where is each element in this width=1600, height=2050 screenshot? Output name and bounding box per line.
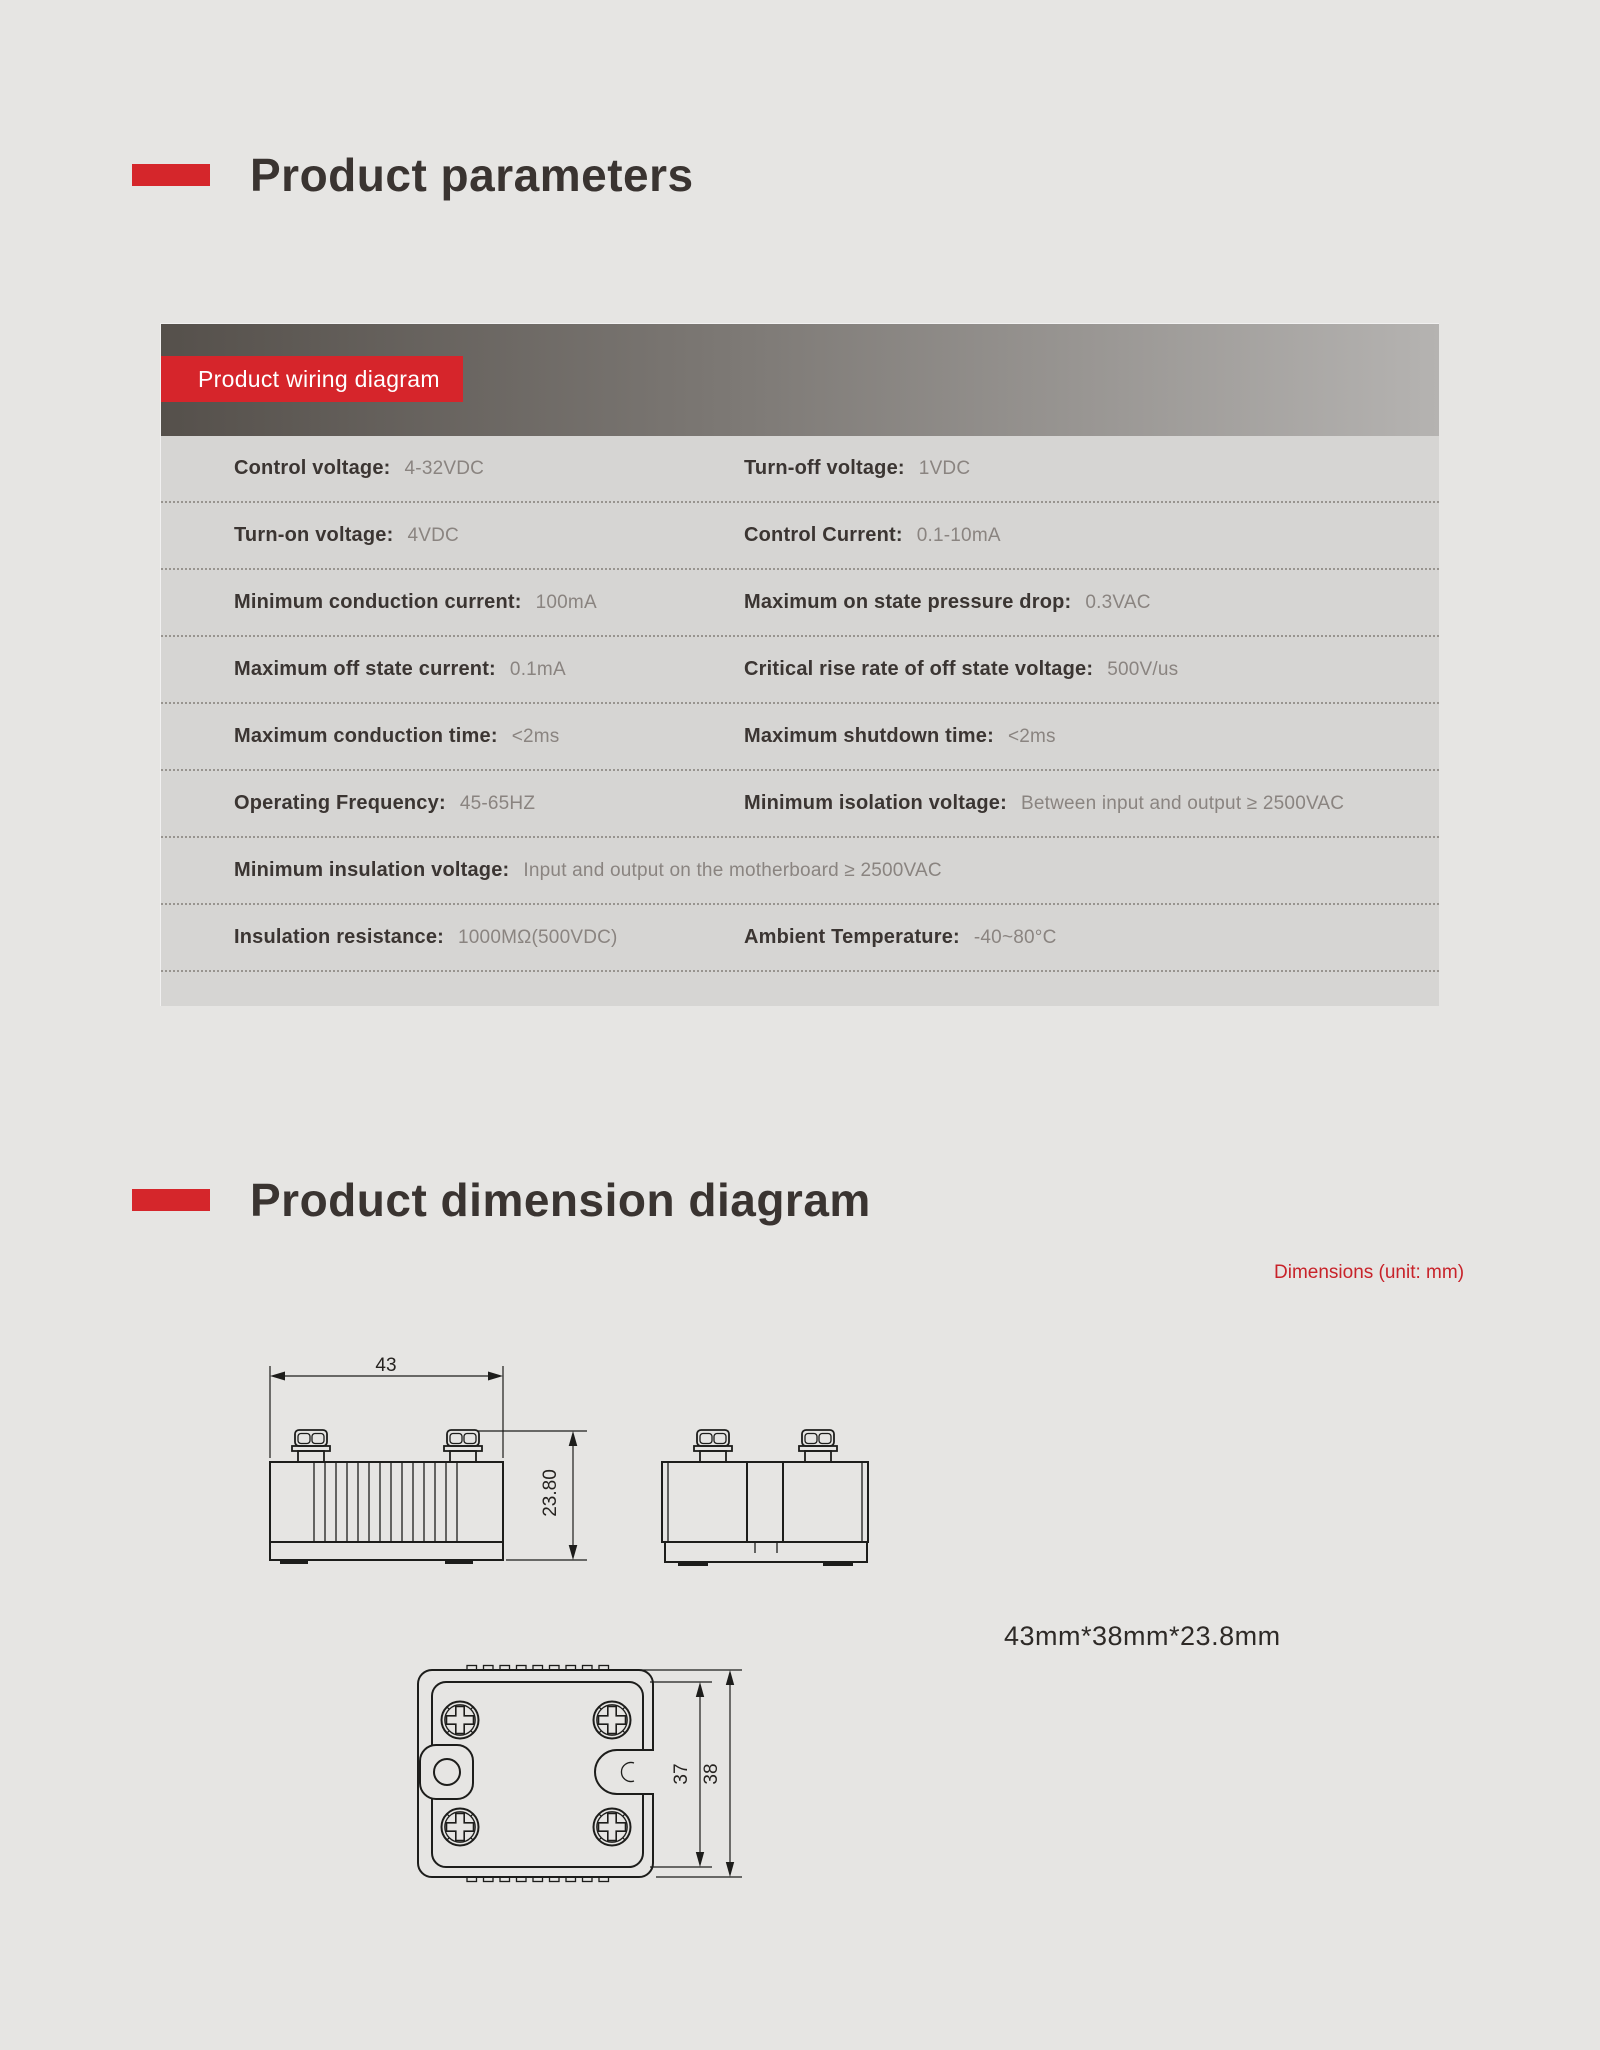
param-cell: [234, 436, 484, 501]
table-row: [161, 503, 1439, 570]
param-label: Control voltage:: [234, 457, 391, 479]
side-view-drawing: [662, 1430, 868, 1564]
dimension-drawings: [0, 1350, 1600, 1910]
param-label: Minimum insulation voltage:: [234, 859, 510, 881]
param-value: 500V/us: [1107, 658, 1179, 680]
param-value: 0.1-10mA: [916, 524, 1001, 546]
param-label: Ambient Temperature:: [744, 926, 960, 948]
param-value: 4-32VDC: [404, 457, 485, 479]
param-cell: [234, 838, 942, 903]
param-value: 0.1mA: [509, 658, 566, 680]
heading-accent-rect: [132, 1189, 210, 1211]
table-row: [161, 704, 1439, 771]
param-cell: [234, 905, 618, 970]
param-cell: [234, 570, 597, 635]
bottom-outer-dim-label: 38: [701, 1763, 722, 1785]
wiring-diagram-label: Product wiring diagram: [161, 356, 463, 402]
param-label: Maximum off state current:: [234, 658, 496, 680]
param-label: Maximum on state pressure drop:: [744, 591, 1072, 613]
front-view-drawing: [270, 1355, 587, 1562]
bottom-view-drawing: [418, 1666, 742, 1882]
section-heading-dimensions: [132, 1173, 871, 1227]
param-label: Maximum shutdown time:: [744, 725, 994, 747]
param-cell: [744, 570, 1151, 635]
param-value: <2ms: [1007, 725, 1056, 747]
param-value: 4VDC: [407, 524, 459, 546]
bottom-inner-dim-label: 37: [671, 1763, 692, 1785]
table-row: [161, 570, 1439, 637]
table-row: [161, 436, 1439, 503]
param-value: 45-65HZ: [459, 792, 536, 814]
overall-size-text: 43mm*38mm*23.8mm: [1004, 1621, 1281, 1651]
dimensions-unit-note: Dimensions (unit: mm): [1274, 1262, 1465, 1283]
table-rows: [161, 436, 1439, 972]
front-height-dim-label: 23.80: [540, 1469, 561, 1517]
table-row: [161, 771, 1439, 838]
param-cell: [234, 704, 560, 769]
table-header-band: [161, 324, 1439, 436]
section-heading-parameters: [132, 148, 694, 202]
param-label: Minimum conduction current:: [234, 591, 522, 613]
table-row: [161, 637, 1439, 704]
phillips-screw: [594, 1702, 631, 1739]
param-label: Critical rise rate of off state voltage:: [744, 658, 1094, 680]
param-value: 1000MΩ(500VDC): [458, 926, 618, 948]
param-label: Turn-on voltage:: [234, 524, 394, 546]
fin-teeth: [467, 1666, 609, 1882]
param-value: Between input and output ≥ 2500VAC: [1021, 792, 1345, 814]
param-label: Control Current:: [744, 524, 903, 546]
param-cell: [744, 771, 1344, 836]
section-title: Product dimension diagram: [250, 1174, 871, 1226]
phillips-screw: [594, 1809, 631, 1846]
param-cell: [744, 503, 1001, 568]
param-value: -40~80°C: [973, 926, 1057, 948]
param-cell: [744, 637, 1178, 702]
param-label: Minimum isolation voltage:: [744, 792, 1007, 814]
param-value: <2ms: [511, 725, 560, 747]
heatsink-fins: [314, 1462, 457, 1542]
param-label: Turn-off voltage:: [744, 457, 905, 479]
screw-terminal: [292, 1430, 330, 1462]
param-label: Maximum conduction time:: [234, 725, 498, 747]
param-cell: [744, 704, 1056, 769]
param-cell: [234, 637, 566, 702]
param-label: Operating Frequency:: [234, 792, 446, 814]
phillips-screw: [442, 1702, 479, 1739]
param-label: Insulation resistance:: [234, 926, 445, 948]
parameters-table: [160, 323, 1439, 1006]
param-value: 1VDC: [918, 457, 971, 479]
param-value: Input and output on the motherboard ≥ 2500VAC: [523, 859, 942, 881]
param-cell: [234, 503, 459, 568]
heading-accent-rect: [132, 164, 210, 186]
table-row: [161, 838, 1439, 905]
table-row: [161, 905, 1439, 972]
param-cell: [234, 771, 535, 836]
phillips-screw: [442, 1809, 479, 1846]
param-cell: [744, 905, 1057, 970]
param-value: 0.3VAC: [1085, 591, 1151, 613]
screw-terminal: [799, 1430, 837, 1462]
page-title: Product parameters: [250, 149, 694, 201]
param-value: 100mA: [535, 591, 597, 613]
param-cell: [744, 436, 970, 501]
mounting-pocket: [420, 1745, 473, 1799]
front-width-dim-label: 43: [375, 1355, 397, 1376]
screw-terminal: [444, 1430, 482, 1462]
screw-terminal: [694, 1430, 732, 1462]
